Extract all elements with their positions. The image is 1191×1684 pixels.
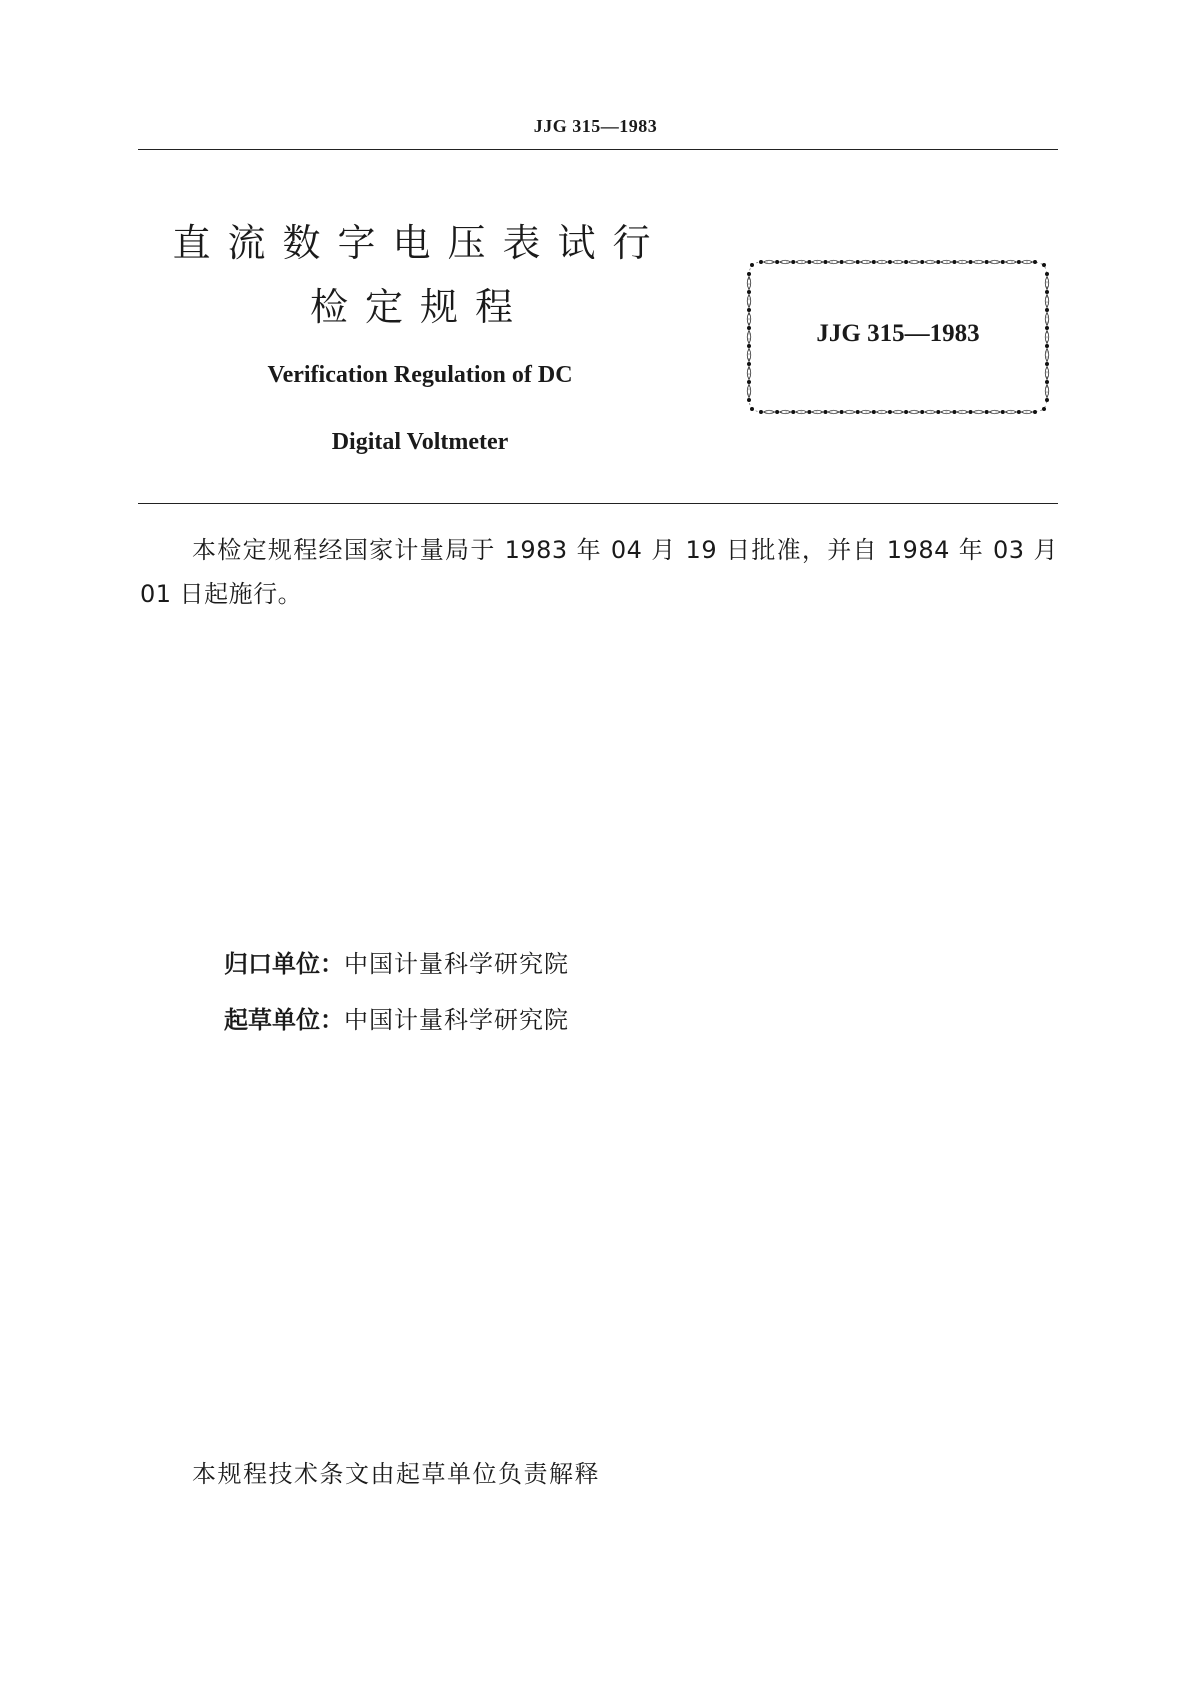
standard-code-box bbox=[745, 258, 1051, 416]
responsible-unit bbox=[224, 944, 569, 979]
title-english-line-2: Digital Voltmeter bbox=[331, 429, 509, 455]
drafting-unit-value: 中国计量科学研究院 bbox=[344, 1006, 569, 1034]
standard-code: JJG 315—1983 bbox=[816, 320, 980, 347]
responsible-unit-label: 归口单位： bbox=[224, 950, 344, 978]
running-header-code: JJG 315—1983 bbox=[533, 116, 658, 136]
approval-statement: 本检定规程经国家计量局于 1983 年 04 月 19 日批准，并自 1984 年 03 月 01 日起施行。 bbox=[140, 536, 1058, 608]
title-chinese-line-2: 检定规程 bbox=[309, 285, 530, 329]
middle-rule bbox=[138, 503, 1058, 504]
title-english-line-1: Verification Regulation of DC bbox=[267, 362, 573, 388]
top-rule bbox=[138, 149, 1058, 150]
title-chinese-line-1: 直流数字电压表试行 bbox=[172, 221, 668, 265]
responsible-unit-value: 中国计量科学研究院 bbox=[344, 950, 569, 978]
interpretation-note: 本规程技术条文由起草单位负责解释 bbox=[192, 1460, 600, 1488]
drafting-unit-label: 起草单位： bbox=[224, 1006, 344, 1034]
drafting-unit bbox=[224, 1000, 569, 1035]
